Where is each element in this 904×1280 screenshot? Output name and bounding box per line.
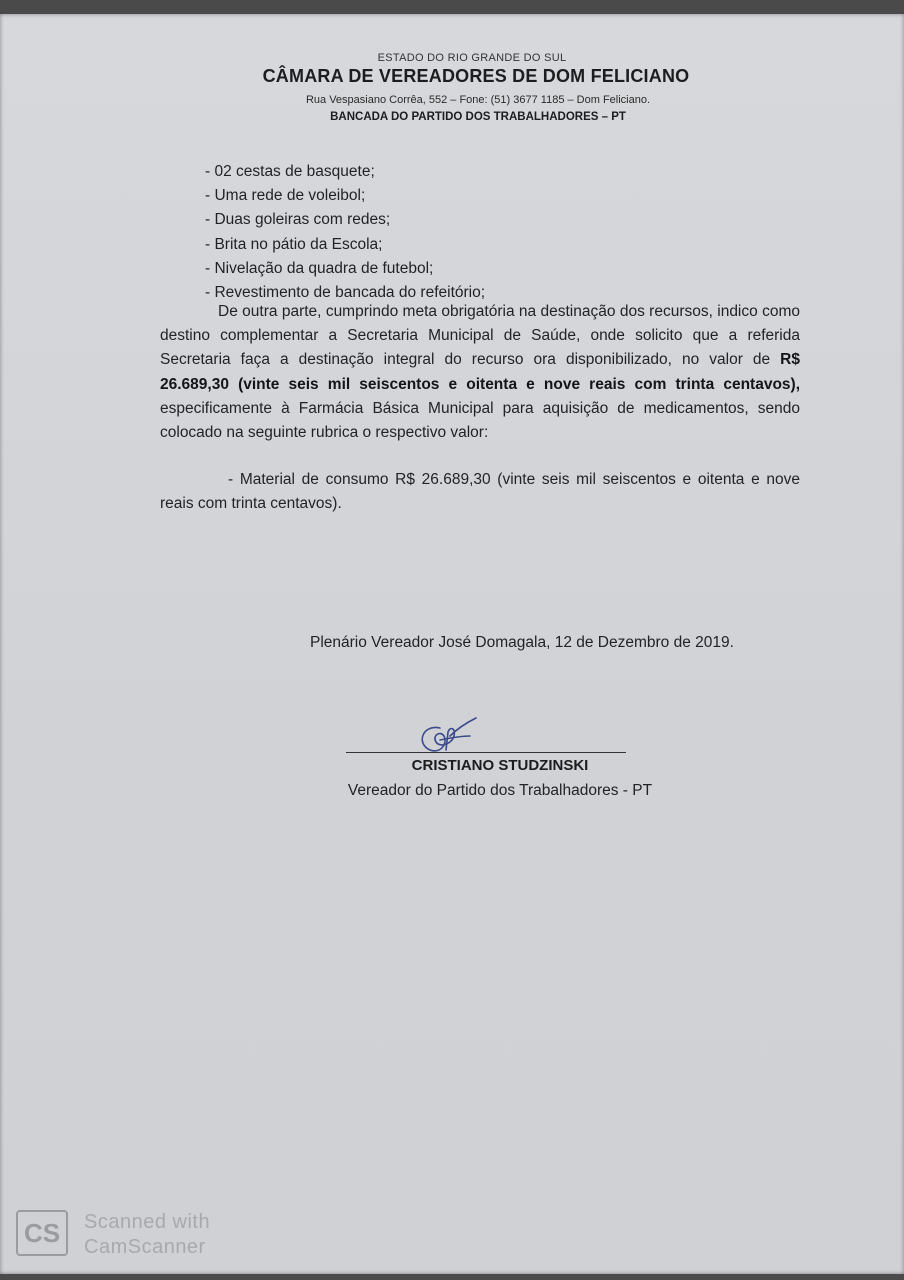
signer-role: Vereador do Partido dos Trabalhadores - PT — [347, 782, 653, 799]
consumption-item — [160, 468, 800, 516]
document-page — [0, 14, 904, 1274]
header-address: Rua Vespasiano Corrêa, 552 – Fone: (51) 3677 1185 – Dom Feliciano. — [305, 94, 651, 106]
items-list — [205, 160, 805, 305]
header-party: BANCADA DO PARTIDO DOS TRABALHADORES – PT — [330, 111, 626, 123]
signer-name: CRISTIANO STUDZINSKI — [411, 757, 589, 774]
header-title: CÂMARA DE VEREADORES DE DOM FELICIANO — [262, 66, 690, 86]
place-date: Plenário Vereador José Domagala, 12 de Dezembro de 2019. — [310, 634, 734, 651]
list-item: - Duas goleiras com redes; — [205, 211, 391, 229]
list-item: - Brita no pátio da Escola; — [205, 235, 383, 253]
camscanner-watermark — [84, 1210, 210, 1260]
list-item: - Uma rede de voleibol; — [205, 187, 366, 205]
camscanner-logo: CS — [16, 1210, 68, 1256]
paragraph-amount: R$ 26.689,30 (vinte seis mil seiscentos e oitenta e nove reais com trinta centavos), — [160, 351, 800, 393]
signature-line — [346, 752, 626, 753]
body-paragraph — [160, 300, 800, 445]
paragraph-text-1: De outra parte, cumprindo meta obrigatória na destinação dos recursos, indico como destino complementar a Secretaria Municipal de Saúde, onde solicito que a referida Secretaria faça a destinação integral do recurso ora disponibilizado, no valor de — [160, 303, 800, 369]
header-state: ESTADO DO RIO GRANDE DO SUL — [377, 52, 567, 64]
list-item: - 02 cestas de basquete; — [205, 163, 375, 180]
paragraph-text-2: especificamente à Farmácia Básica Municipal para aquisição de medicamentos, sendo colocado na seguinte rubrica o respectivo valor: — [160, 399, 800, 442]
signature-scribble — [410, 714, 490, 762]
list-item: - Revestimento de bancada do refeitório; — [205, 283, 486, 301]
watermark-line-2: CamScanner — [84, 1236, 206, 1258]
list-item: - Nivelação da quadra de futebol; — [205, 259, 434, 277]
consumption-item-text: - Material de consumo R$ 26.689,30 (vinte seis mil seiscentos e oitenta e nove reais com trinta centavos). — [160, 471, 800, 513]
watermark-line-1: Scanned with — [84, 1211, 211, 1233]
